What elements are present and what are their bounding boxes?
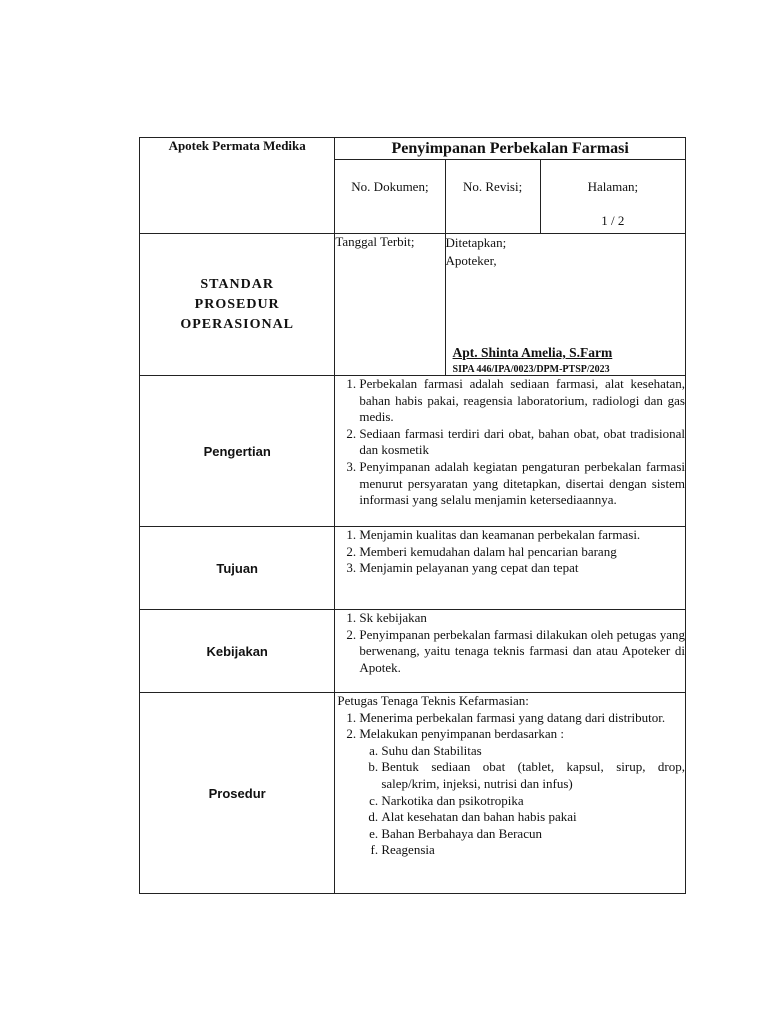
kebijakan-label: Kebijakan — [140, 610, 335, 693]
halaman-value: 1 / 2 — [601, 213, 625, 228]
tanggal-terbit-label: Tanggal Terbit; — [335, 234, 415, 249]
apotek-name-text: Apotek Permata Medika — [168, 138, 306, 153]
prosedur-intro: Petugas Tenaga Teknis Kefarmasian: — [337, 693, 529, 708]
list-item: 1. Menerima perbekalan farmasi yang datang dari distributor. — [359, 710, 685, 727]
no-revisi-label: No. Revisi; — [462, 179, 523, 194]
prosedur-list — [335, 710, 685, 859]
list-item: 1. Perbekalan farmasi adalah sediaan farmasi, alat kesehatan, bahan habis pakai, reagensia laboratorium, radiologi dan gas medis. — [359, 376, 685, 426]
sop-heading-line-2: PROSEDUR — [194, 296, 280, 312]
list-item: 2. Sediaan farmasi terdiri dari obat, bahan obat, obat tradisional dan kosmetik — [359, 426, 685, 459]
kebijakan-list — [335, 610, 685, 676]
tujuan-list — [335, 527, 685, 577]
signer-name: Apt. Shinta Amelia, S.Farm — [452, 345, 613, 360]
sub-list-item: c. Narkotika dan psikotropika — [381, 793, 685, 810]
tanggal-terbit-cell — [335, 234, 445, 376]
ditetapkan-cell — [445, 234, 685, 376]
no-dokumen-cell — [335, 160, 445, 234]
list-item: 3. Menjamin pelayanan yang cepat dan tepat — [359, 560, 685, 577]
list-item — [359, 726, 685, 859]
list-item: 1. Sk kebijakan — [359, 610, 685, 627]
no-dokumen-label: No. Dokumen; — [351, 179, 429, 194]
sop-heading — [140, 234, 335, 376]
sub-list-item: b. Bentuk sediaan obat (tablet, kapsul, sirup, drop, salep/krim, injeksi, nutrisi dan infus) — [381, 759, 685, 792]
apoteker-label: Apoteker, — [445, 253, 497, 268]
list-item: 2. Penyimpanan perbekalan farmasi dilakukan oleh petugas yang berwenang, yaitu tenaga teknis farmasi dan atau Apoteker di Apotek. — [359, 627, 685, 677]
halaman-cell — [540, 160, 685, 234]
list-item-text: Melakukan penyimpanan berdasarkan : — [359, 726, 565, 742]
pengertian-content — [335, 376, 686, 527]
prosedur-content — [335, 693, 686, 894]
sop-heading-line-1: STANDAR — [200, 276, 274, 292]
prosedur-sublist — [359, 743, 685, 859]
sop-table — [139, 137, 686, 894]
sop-heading-line-3: OPERASIONAL — [180, 316, 295, 332]
list-item: 1. Menjamin kualitas dan keamanan perbekalan farmasi. — [359, 527, 685, 544]
tujuan-label: Tujuan — [140, 527, 335, 610]
kebijakan-content — [335, 610, 686, 693]
sub-list-item: d. Alat kesehatan dan bahan habis pakai — [381, 809, 685, 826]
document-title: Penyimpanan Perbekalan Farmasi — [335, 138, 686, 160]
pengertian-label: Pengertian — [140, 376, 335, 527]
pengertian-list — [335, 376, 685, 509]
tujuan-content — [335, 527, 686, 610]
ditetapkan-label: Ditetapkan; — [445, 235, 507, 250]
list-item: 2. Memberi kemudahan dalam hal pencarian barang — [359, 544, 685, 561]
sop-document — [139, 137, 686, 894]
halaman-label: Halaman; — [587, 179, 639, 194]
prosedur-label: Prosedur — [140, 693, 335, 894]
signer-sipa: SIPA 446/IPA/0023/DPM-PTSP/2023 — [452, 364, 610, 375]
apotek-name — [140, 138, 335, 234]
sub-list-item: a. Suhu dan Stabilitas — [381, 743, 685, 760]
sub-list-item: e. Bahan Berbahaya dan Beracun — [381, 826, 685, 843]
list-item: 3. Penyimpanan adalah kegiatan pengaturan perbekalan farmasi menurut persyaratan yang ditetapkan, disertai dengan sistem informasi yang selalu menjamin ketersediaannya. — [359, 459, 685, 509]
sub-list-item: f. Reagensia — [381, 842, 685, 859]
no-revisi-cell — [445, 160, 540, 234]
